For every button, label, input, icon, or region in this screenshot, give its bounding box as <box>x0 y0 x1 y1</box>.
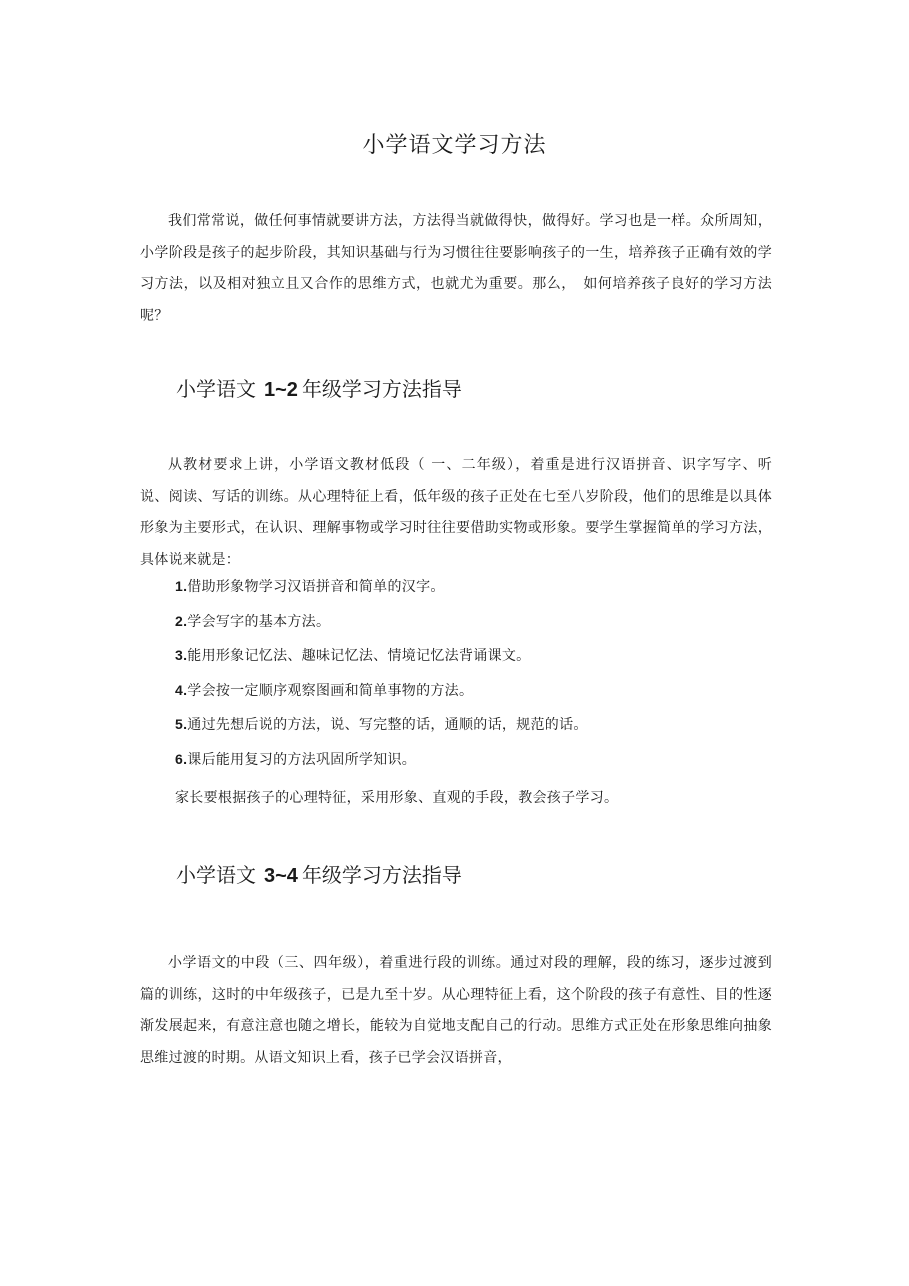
method-index: 3. <box>175 647 188 663</box>
method-index: 2. <box>175 612 188 629</box>
method-item <box>175 572 588 607</box>
section-heading-grade-3-4 <box>176 860 462 891</box>
intro-paragraph: 我们常常说，做任何事情就要讲方法，方法得当就做得快，做得好。学习也是一样。众所周知，小学阶段是孩子的起步阶段，其知识基础与行为习惯往往要影响孩子的一生，培养孩子正确有效的学习方法，以及相对独立且又合作的思维方式，也就尤为重要。那么， 如何培养孩子良好的学习方法呢？ <box>140 213 772 324</box>
method-text: 课后能用复习的方法巩固所学知识。 <box>187 751 417 768</box>
section-heading-grade-range: 1~2 <box>264 379 298 401</box>
method-index: 1. <box>175 578 188 594</box>
section-heading-grade-range: 3~4 <box>264 865 298 887</box>
section-heading-grade-1-2 <box>176 374 462 405</box>
method-item <box>175 641 588 676</box>
method-list <box>175 572 588 779</box>
method-text: 学会写字的基本方法。 <box>187 613 331 630</box>
method-index: 4. <box>175 681 188 698</box>
method-text: 能用形象记忆法、趣味记忆法、情境记忆法背诵课文。 <box>187 648 531 664</box>
section-heading-suffix: 年级学习方法指导 <box>301 377 462 401</box>
method-item <box>175 607 588 642</box>
method-index: 5. <box>175 716 188 732</box>
method-item <box>175 710 588 745</box>
method-text: 通过先想后说的方法，说、写完整的话，通顺的话，规范的话。 <box>187 717 588 733</box>
document-title: 小学语文学习方法 <box>362 133 547 158</box>
method-index: 6. <box>175 750 188 767</box>
method-text: 借助形象物学习汉语拼音和简单的汉字。 <box>187 579 445 595</box>
section1-body-paragraph: 从教材要求上讲，小学语文教材低段（ 一、二年级），着重是进行汉语拼音、识字写字、听 说、阅读、写话的训练。从心理特征上看，低年级的孩子正处在七至八岁阶段，他们的思维是以具体形象为主要形式，在认识、理解事物或学习时往往要借助实物或形象。要学生掌握简单的学习方法，具体说来就是： <box>140 457 787 568</box>
section2-body-paragraph: 小学语文的中段（三、四年级），着重进行段的训练。通过对段的理解，段的练习，逐步过渡到篇的训练，这时的中年级孩子，已是九至十岁。从心理特征上看，这个阶段的孩子有意性、目的性逐渐发展起来，有意注意也随之增长，能较为自觉地支配自己的行动。思维方式正处在形象思维向抽象思维过渡的时期。从语文知识上看，孩子已学会汉语拼音， <box>140 955 772 1066</box>
method-text: 学会按一定顺序观察图画和简单事物的方法。 <box>187 682 474 699</box>
section-heading-suffix: 年级学习方法指导 <box>301 863 462 887</box>
section-heading-prefix: 小学语文 <box>176 863 256 887</box>
section1-closing-paragraph: 家长要根据孩子的心理特征，采用形象、直观的手段，教会孩子学习。 <box>175 790 619 806</box>
method-item <box>175 745 588 780</box>
method-item <box>175 676 588 711</box>
section-heading-prefix: 小学语文 <box>176 377 256 401</box>
